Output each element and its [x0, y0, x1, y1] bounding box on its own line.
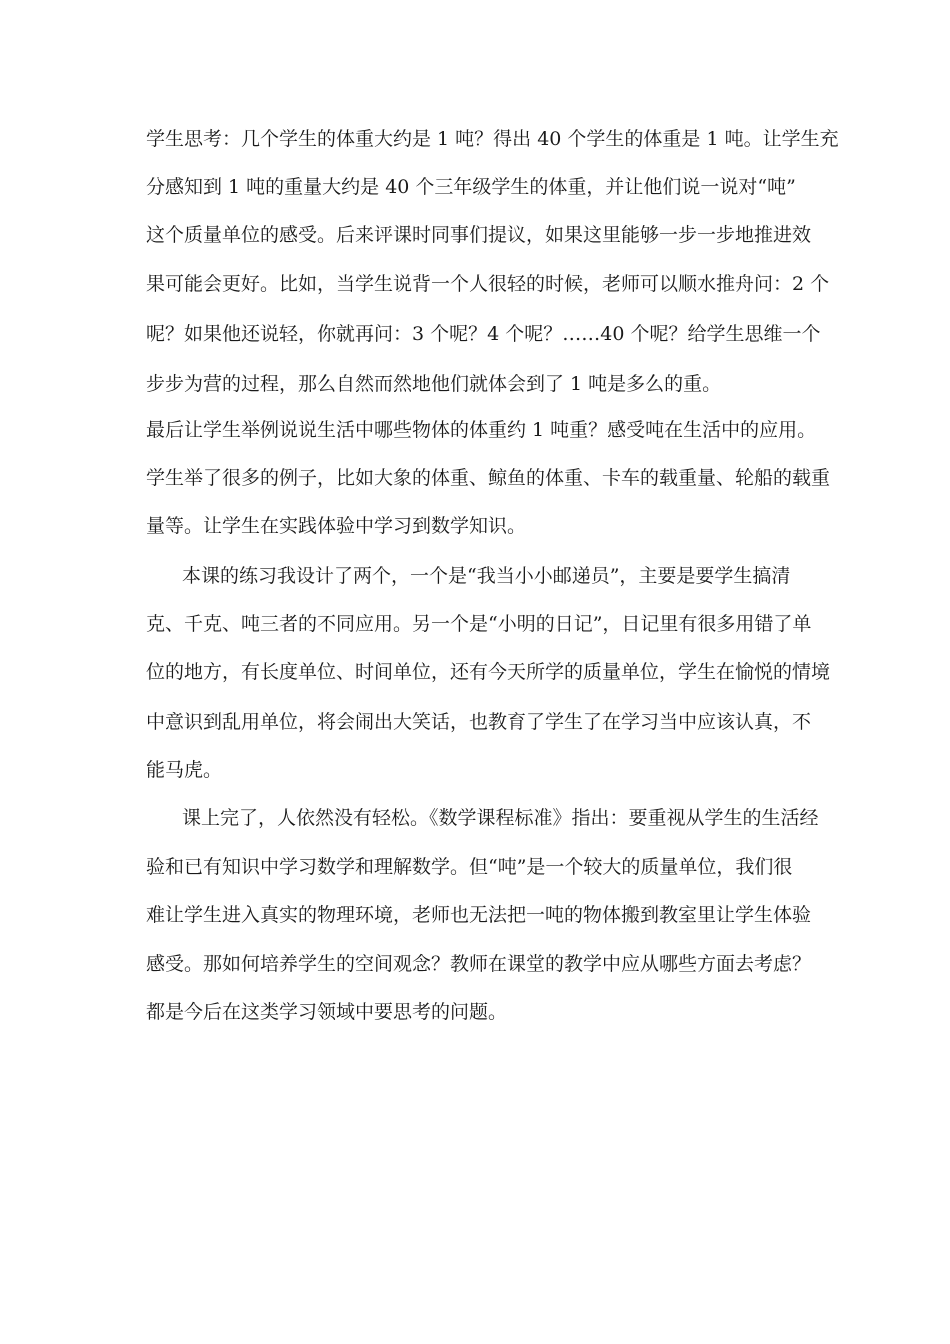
text-line: 位的地方，有长度单位、时间单位，还有今天所学的质量单位，学生在愉悦的情境 [146, 661, 831, 683]
text-line: 难让学生进入真实的物理环境，老师也无法把一吨的物体搬到教室里让学生体验 [146, 904, 812, 926]
text-line: 最后让学生举例说说生活中哪些物体的体重约 1 吨重？感受吨在生活中的应用。 [146, 419, 817, 441]
text-line: 学生思考：几个学生的体重大约是 1 吨？得出 40 个学生的体重是 1 吨。让学生充 [146, 128, 839, 150]
text-line: 感受。那如何培养学生的空间观念？教师在课堂的教学中应从哪些方面去考虑？ [146, 953, 812, 975]
text-line: 分感知到 1 吨的重量大约是 40 个三年级学生的体重，并让他们说一说对“吨” [146, 176, 796, 198]
text-line: 克、千克、吨三者的不同应用。另一个是“小明的日记”，日记里有很多用错了单 [146, 613, 812, 635]
text-line: 课上完了，人依然没有轻松。《数学课程标准》指出：要重视从学生的生活经 [182, 807, 819, 829]
text-line: 能马虎。 [146, 759, 223, 781]
text-line: 步步为营的过程，那么自然而然地他们就体会到了 1 吨是多么的重。 [146, 373, 722, 395]
text-line: 果可能会更好。比如，当学生说背一个人很轻的时候，老师可以顺水推舟问：2 个 [146, 273, 830, 295]
text-line: 量等。让学生在实践体验中学习到数学知识。 [146, 515, 527, 537]
text-line: 呢？如果他还说轻，你就再问：3 个呢？4 个呢？……40 个呢？给学生思维一个 [146, 323, 821, 345]
text-line: 验和已有知识中学习数学和理解数学。但“吨”是一个较大的质量单位，我们很 [146, 856, 793, 878]
text-line: 中意识到乱用单位，将会闹出大笑话，也教育了学生了在学习当中应该认真，不 [146, 711, 812, 733]
text-line: 学生举了很多的例子，比如大象的体重、鲸鱼的体重、卡车的载重量、轮船的载重 [146, 467, 831, 489]
text-line: 本课的练习我设计了两个，一个是“我当小小邮递员”，主要是要学生搞清 [182, 565, 791, 587]
text-line: 都是今后在这类学习领域中要思考的问题。 [146, 1001, 508, 1023]
text-line: 这个质量单位的感受。后来评课时同事们提议，如果这里能够一步一步地推进效 [146, 224, 812, 246]
